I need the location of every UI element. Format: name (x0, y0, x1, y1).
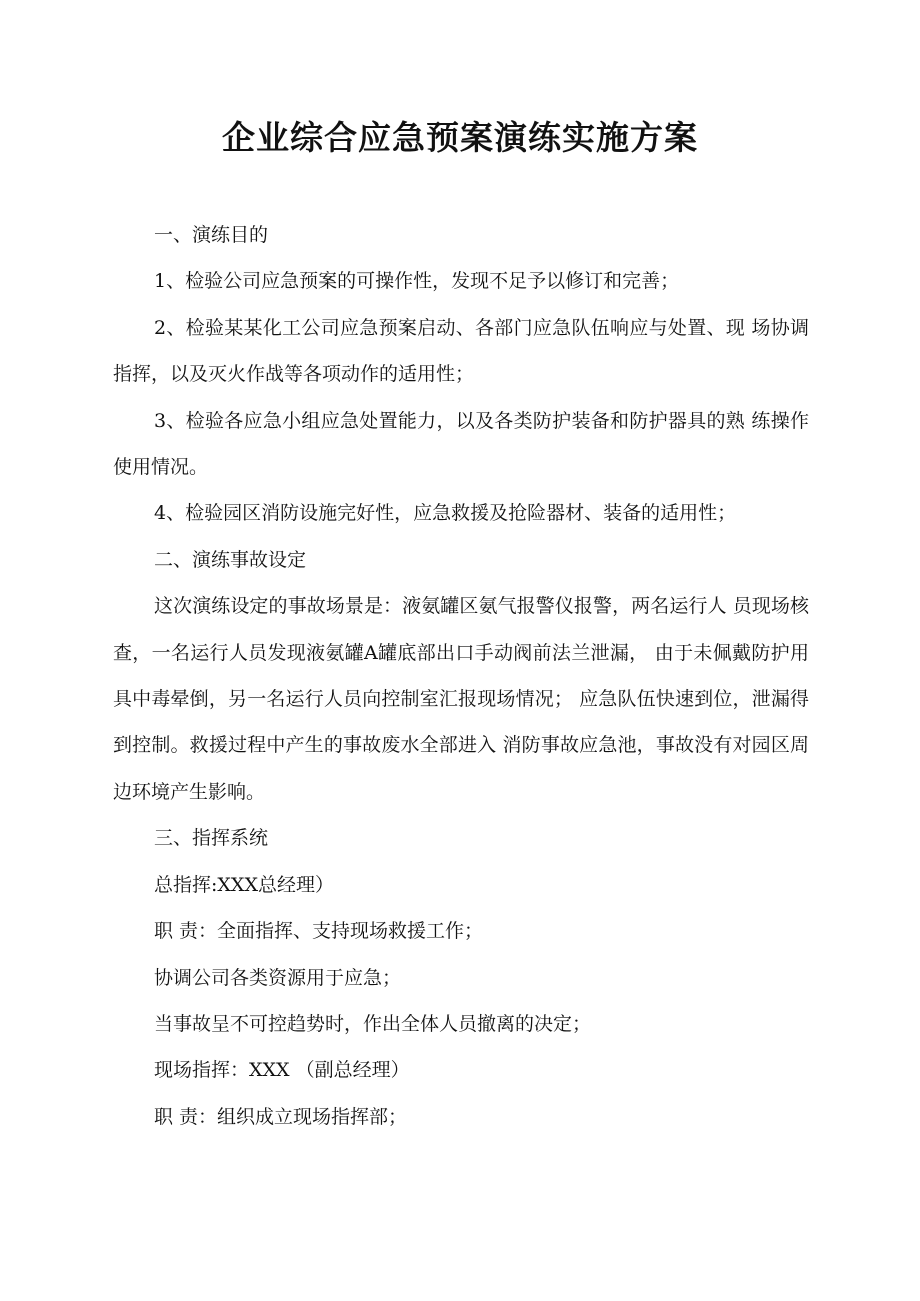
document-title: 企业综合应急预案演练实施方案 (222, 118, 698, 157)
section-heading-purpose: 一、演练目的 (154, 224, 269, 246)
section-heading-scenario: 二、演练事故设定 (154, 548, 307, 571)
commander-duty: 职 责：全面指挥、支持现场救援工作； (154, 920, 484, 943)
commander-duty-evacuation: 当事故呈不可控趋势时，作出全体人员撤离的决定； (154, 1012, 592, 1035)
commander-line: 总指挥:XXX总经理） (154, 873, 334, 896)
field-commander-duty: 职 责：组织成立现场指挥部； (154, 1105, 408, 1128)
commander-duty-resources: 协调公司各类资源用于应急； (154, 966, 402, 989)
document-body (113, 212, 809, 1140)
purpose-item-3: 3、检验各应急小组应急处置能力，以及各类防护装备和防护器具的熟 练操作使用情况。 (113, 409, 809, 479)
field-commander-line: 现场指挥：XXX （副总经理） (154, 1059, 410, 1082)
section-heading-command: 三、指挥系统 (154, 827, 269, 850)
purpose-item-1: 1、检验公司应急预案的可操作性，发现不足予以修订和完善； (154, 270, 680, 293)
scenario-paragraph: 这次演练设定的事故场景是：液氨罐区氨气报警仪报警，两名运行人 员现场核查，一名运行人员发现液氨罐A罐底部出口手动阀前法兰泄漏， 由于未佩戴防护用具中毒晕倒，另一名运行人员向控制室汇报现场情况； 应急队伍快速到位，泄漏得到控制。救援过程中产生的事故废水全部进入 消防事故应急池，事故没有对园区周边环境产生影响。 (113, 595, 809, 803)
purpose-item-4: 4、检验园区消防设施完好性，应急救援及抢险器材、装备的适用性； (154, 502, 737, 525)
purpose-item-2: 2、检验某某化工公司应急预案启动、各部门应急队伍响应与处置、现 场协调指挥，以及灭火作战等各项动作的适用性； (113, 316, 809, 386)
